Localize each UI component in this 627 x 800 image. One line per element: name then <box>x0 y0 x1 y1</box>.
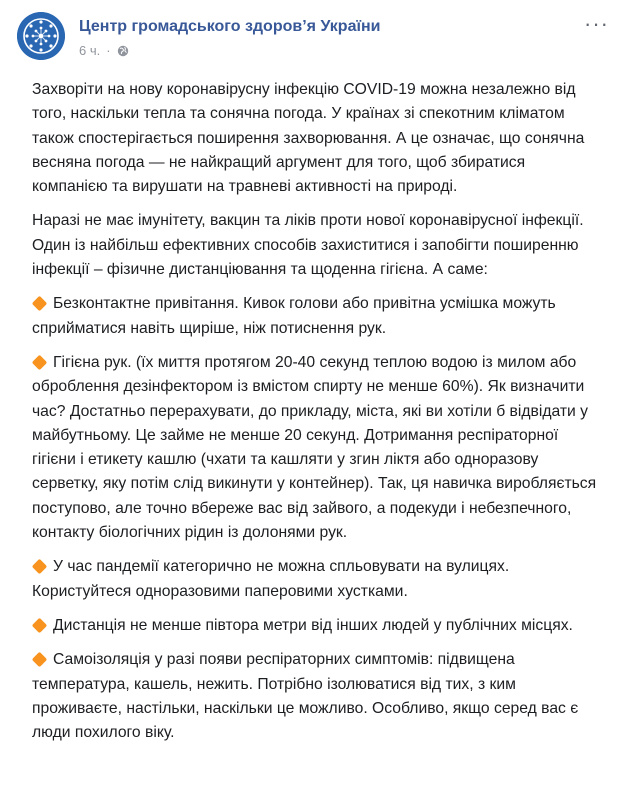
orange-diamond-icon <box>32 618 48 634</box>
orange-diamond-icon <box>32 559 48 575</box>
page-name-link[interactable]: Центр громадського здоров’я України <box>79 18 381 35</box>
bullet-item <box>32 555 604 604</box>
orange-diamond-icon <box>32 652 48 668</box>
post-meta <box>79 43 129 58</box>
meta-separator: · <box>106 43 111 58</box>
post-header <box>17 12 615 62</box>
bullet-item <box>32 648 604 745</box>
bullet-text: Самоізоляція у разі появи респіраторних симптомів: підвищена температура, кашель, нежить. Потрібно ізолюватися від тих, з ким проживаєте, настільки, наскільки це можливо. Особливо, якщо серед вас є люди похилого віку. <box>32 651 579 742</box>
post-paragraph: Захворіти на нову коронавірусну інфекцію COVID-19 можна незалежно від того, наскільки тепла та сонячна погода. У країнах зі спекотним кліматом також спостерігається поширення захворювання. А це означає, що сонячна весняна погода — не найкращий аргумент для того, щоб збиратися компанією та вирушати на травневі активності на природі. <box>32 81 585 196</box>
bullet-text: Дистанція не менше півтора метри від інших людей у публічних місцях. <box>53 616 573 634</box>
phc-logo-icon <box>17 12 65 60</box>
bullet-text: Безконтактне привітання. Кивок голови або привітна усмішка можуть сприйматися навіть щиріше, ніж потиснення рук. <box>32 295 556 337</box>
bullet-text: У час пандемії категорично не можна спльовувати на вулицях. Користуйтеся одноразовими паперовими хустками. <box>32 558 510 600</box>
more-options-icon[interactable]: ··· <box>584 11 609 36</box>
post-body <box>32 78 604 755</box>
bullet-item <box>32 614 604 638</box>
page-avatar[interactable] <box>17 12 65 60</box>
orange-diamond-icon <box>32 296 48 312</box>
globe-icon[interactable] <box>117 45 129 57</box>
orange-diamond-icon <box>32 355 48 371</box>
bullet-text: Гігієна рук. (їх миття протягом 20-40 секунд теплою водою із милом або оброблення дезінфектором із вмістом спирту не менше 60%). Як визначити час? Достатньо перерахувати, до прикладу, міста, які ви хотіли б відвідати у майбутньому. Це займе не менше 20 секунд. Дотримання респіраторної гігієни і етикету кашлю (чхати та кашляти у згин ліктя або одноразову серветку, яку потім слід викинути у контейнер). Так, ця навичка виробляється поступово, але точно вбереже вас від зайвого, а подекуди і небезпечного, контакту біологічних рідин із долонями рук. <box>32 353 597 542</box>
post-paragraph: Наразі не має імунітету, вакцин та ліків проти нової коронавірусної інфекції. Один із найбільш ефективних способів захиститися і запобігти поширенню інфекції – фізичне дистанціювання та щоденна гігієна. А саме: <box>32 212 584 279</box>
bullet-item <box>32 351 604 545</box>
bullet-item <box>32 292 604 341</box>
post-timestamp[interactable]: 6 ч. <box>79 43 101 58</box>
